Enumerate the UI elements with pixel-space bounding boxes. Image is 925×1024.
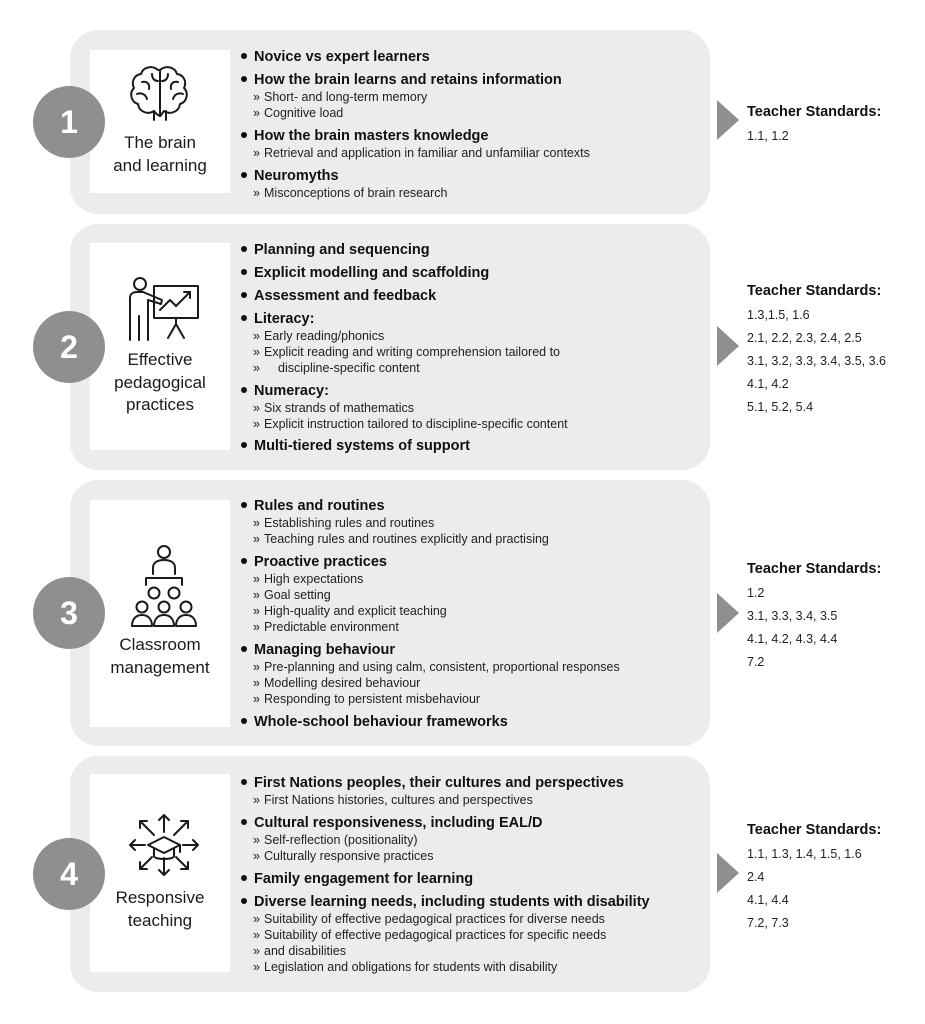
topic-item: Whole-school behaviour frameworks <box>240 713 710 731</box>
topic-item: Planning and sequencing <box>240 241 710 259</box>
section-number-badge: 1 <box>33 86 105 158</box>
subtopic-item: » High expectations <box>240 571 710 587</box>
subtopic-item: » Legislation and obligations for students with disability <box>240 959 710 975</box>
section-title-line: Classroom <box>119 635 201 654</box>
section-title-line: management <box>110 657 210 677</box>
section-title <box>90 132 230 177</box>
subtopic-item: » and disabilities <box>240 943 710 959</box>
subtopic-item: » Establishing rules and routines <box>240 515 710 531</box>
teacher-standards-line: 7.2 <box>747 655 765 669</box>
subtopic-item: » Self-reflection (positionality) <box>240 832 710 848</box>
subtopic-item: » First Nations histories, cultures and perspectives <box>240 792 710 808</box>
teacher-standards-line: 4.1, 4.4 <box>747 893 789 907</box>
subtopic-item: » Pre-planning and using calm, consistent, proportional responses <box>240 659 710 675</box>
topic-item: Novice vs expert learners <box>240 48 710 66</box>
presenter-chart-icon <box>126 276 202 342</box>
topic-item: Managing behaviour <box>240 641 710 659</box>
teacher-standards-line: 3.1, 3.3, 3.4, 3.5 <box>747 609 838 623</box>
subtopic-item: » Early reading/phonics <box>240 328 710 344</box>
topic-item: First Nations peoples, their cultures and perspectives <box>240 774 710 792</box>
topic-list <box>240 48 710 201</box>
section-title-line: teaching <box>127 910 193 930</box>
section-title-line: The brain <box>124 133 196 152</box>
subtopic-item: » discipline-specific content <box>240 360 710 376</box>
teacher-standards-line: 1.2 <box>747 586 765 600</box>
subtopic-item: » Explicit reading and writing comprehension tailored to <box>240 344 710 360</box>
subtopic-item: » Short- and long-term memory <box>240 89 710 105</box>
teacher-standards-line: 5.1, 5.2, 5.4 <box>747 400 814 414</box>
topic-list <box>240 774 710 975</box>
classroom-people-icon <box>128 544 200 628</box>
brain-icon <box>128 64 192 122</box>
topic-item: Neuromyths <box>240 167 710 185</box>
teacher-standards-line: 1.1, 1.3, 1.4, 1.5, 1.6 <box>747 847 862 861</box>
teacher-standards-line: 2.1, 2.2, 2.3, 2.4, 2.5 <box>747 331 862 345</box>
arrow-triangle-icon <box>717 326 739 366</box>
teacher-standards-line: 3.1, 3.2, 3.3, 3.4, 3.5, 3.6 <box>747 354 886 368</box>
graduation-cap-arrows-icon <box>128 812 200 878</box>
topic-item: Diverse learning needs, including students with disability <box>240 893 710 911</box>
subtopic-item: » Goal setting <box>240 587 710 603</box>
section-number-badge: 2 <box>33 311 105 383</box>
subtopic-item: » Explicit instruction tailored to discipline-specific content <box>240 416 710 432</box>
subtopic-item: » Predictable environment <box>240 619 710 635</box>
section-title <box>90 887 230 932</box>
section-title-line: practices <box>125 395 195 414</box>
topic-item: Cultural responsiveness, including EAL/D <box>240 814 710 832</box>
subtopic-item: » Misconceptions of brain research <box>240 185 710 201</box>
arrow-triangle-icon <box>717 853 739 893</box>
topic-item: Explicit modelling and scaffolding <box>240 264 710 282</box>
teacher-standards <box>747 821 922 931</box>
teacher-standards-line: 7.2, 7.3 <box>747 916 789 930</box>
teacher-standards-line: 1.1, 1.2 <box>747 129 789 143</box>
subtopic-item: » Culturally responsive practices <box>240 848 710 864</box>
subtopic-item: » Cognitive load <box>240 105 710 121</box>
topic-item: Assessment and feedback <box>240 287 710 305</box>
subtopic-item: » High-quality and explicit teaching <box>240 603 710 619</box>
section-number-badge: 4 <box>33 838 105 910</box>
subtopic-item: » Suitability of effective pedagogical practices for specific needs <box>240 927 710 943</box>
subtopic-item: » Responding to persistent misbehaviour <box>240 691 710 707</box>
section-title-line: Responsive <box>115 888 205 907</box>
section-title <box>90 349 230 417</box>
teacher-standards <box>747 103 922 144</box>
subtopic-item: » Retrieval and application in familiar and unfamiliar contexts <box>240 145 710 161</box>
teacher-standards <box>747 560 922 670</box>
section-number-badge: 3 <box>33 577 105 649</box>
topic-item: How the brain learns and retains information <box>240 71 710 89</box>
section-icon-panel <box>90 243 230 450</box>
teacher-standards-line: 2.4 <box>747 870 765 884</box>
subtopic-item: » Teaching rules and routines explicitly and practising <box>240 531 710 547</box>
teacher-standards-title: Teacher Standards: <box>747 822 882 838</box>
topic-list <box>240 241 710 455</box>
topic-item: Rules and routines <box>240 497 710 515</box>
teacher-standards-line: 4.1, 4.2 <box>747 377 789 391</box>
topic-list <box>240 497 710 731</box>
topic-item: Proactive practices <box>240 553 710 571</box>
subtopic-item: » Suitability of effective pedagogical practices for diverse needs <box>240 911 710 927</box>
section-title-line: and learning <box>113 155 207 175</box>
section-title-line: Effective <box>127 350 193 369</box>
topic-item: Literacy: <box>240 310 710 328</box>
topic-item: Multi-tiered systems of support <box>240 437 710 455</box>
topic-item: How the brain masters knowledge <box>240 127 710 145</box>
subtopic-item: » Six strands of mathematics <box>240 400 710 416</box>
teacher-standards-title: Teacher Standards: <box>747 561 882 577</box>
topic-item: Numeracy: <box>240 382 710 400</box>
teacher-standards <box>747 282 922 415</box>
subtopic-item: » Modelling desired behaviour <box>240 675 710 691</box>
topic-item: Family engagement for learning <box>240 870 710 888</box>
arrow-triangle-icon <box>717 100 739 140</box>
section-title <box>90 634 230 679</box>
teacher-standards-line: 4.1, 4.2, 4.3, 4.4 <box>747 632 838 646</box>
teacher-standards-title: Teacher Standards: <box>747 104 882 120</box>
section-title-line: pedagogical <box>114 372 206 392</box>
teacher-standards-line: 1.3,1.5, 1.6 <box>747 308 810 322</box>
arrow-triangle-icon <box>717 593 739 633</box>
teacher-standards-title: Teacher Standards: <box>747 283 882 299</box>
